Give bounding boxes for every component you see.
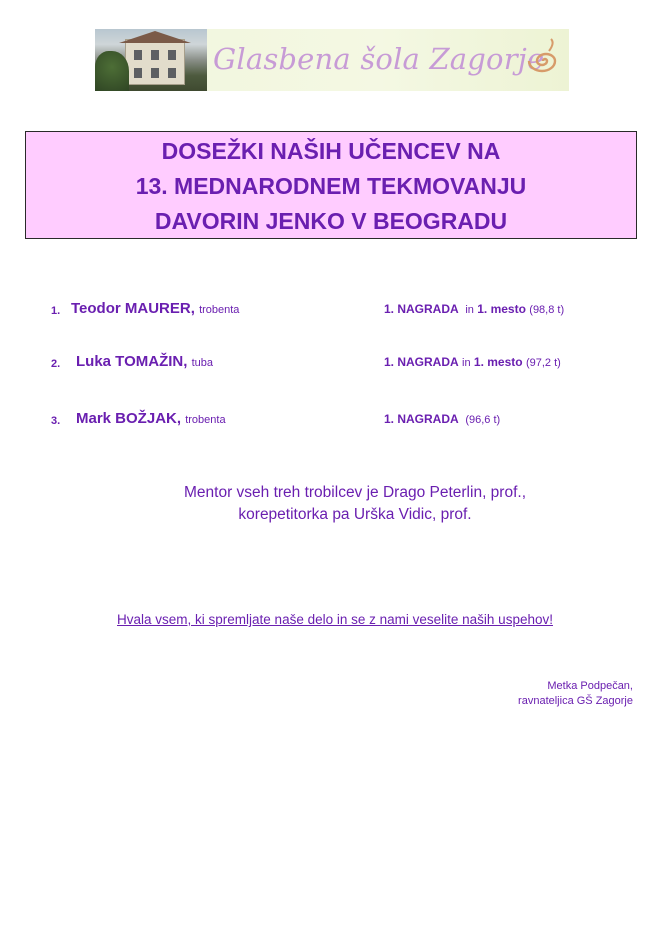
result-number: 3.: [51, 415, 61, 427]
result-row: [0, 410, 660, 434]
student-name-text: Mark BOŽJAK,: [76, 410, 182, 427]
mentor-note: [100, 482, 610, 526]
award-place: 1. mesto: [477, 302, 526, 316]
headline-line-1: DOSEŽKI NAŠIH UČENCEV NA: [161, 138, 501, 164]
award: [384, 355, 561, 369]
result-number: 2.: [51, 358, 61, 370]
signature-name: Metka Podpečan,: [547, 680, 633, 692]
headline-box: [25, 131, 637, 239]
award-label: 1. NAGRADA: [384, 302, 459, 316]
headline-line-3: DAVORIN JENKO V BEOGRADU: [154, 208, 508, 234]
award: [384, 302, 564, 316]
building-roof: [119, 31, 191, 43]
school-banner: [95, 29, 569, 91]
award-points: (98,8 t): [529, 304, 565, 316]
building-shape: [125, 39, 185, 85]
tree-shape: [95, 51, 129, 91]
mentor-line-2: korepetitorka pa Urška Vidic, prof.: [238, 506, 472, 523]
result-row: [0, 300, 660, 324]
student-name: [71, 300, 239, 317]
award-connector: in: [462, 357, 471, 369]
student-name-text: Luka TOMAŽIN,: [76, 353, 188, 370]
award-points: (97,2 t): [525, 357, 561, 369]
banner-title: Glasbena šola Zagorje: [213, 42, 545, 76]
instrument: trobenta: [185, 414, 226, 426]
signature-role: ravnateljica GŠ Zagorje: [518, 695, 633, 707]
mentor-line-1: Mentor vseh treh trobilcev je Drago Peterlin, prof.,: [183, 484, 526, 501]
spiral-icon: [527, 37, 563, 81]
instrument: tuba: [191, 357, 213, 369]
student-name: [76, 410, 226, 427]
award-connector: in: [465, 304, 474, 316]
signature-block: [518, 679, 633, 709]
award: [384, 412, 500, 426]
result-row: [0, 353, 660, 377]
result-number: 1.: [51, 305, 61, 317]
award-label: 1. NAGRADA: [384, 412, 459, 426]
headline-line-2: 13. MEDNARODNEM TEKMOVANJU: [135, 173, 527, 199]
student-name: [76, 353, 213, 370]
student-name-text: Teodor MAURER,: [71, 300, 195, 317]
award-points: (96,6 t): [465, 414, 501, 426]
thanks-message: Hvala vsem, ki spremljate naše delo in se z nami veselite naših uspehov!: [117, 612, 553, 627]
school-building-photo: [95, 29, 207, 91]
award-label: 1. NAGRADA: [384, 355, 459, 369]
award-place: 1. mesto: [473, 355, 523, 369]
instrument: trobenta: [199, 304, 240, 316]
